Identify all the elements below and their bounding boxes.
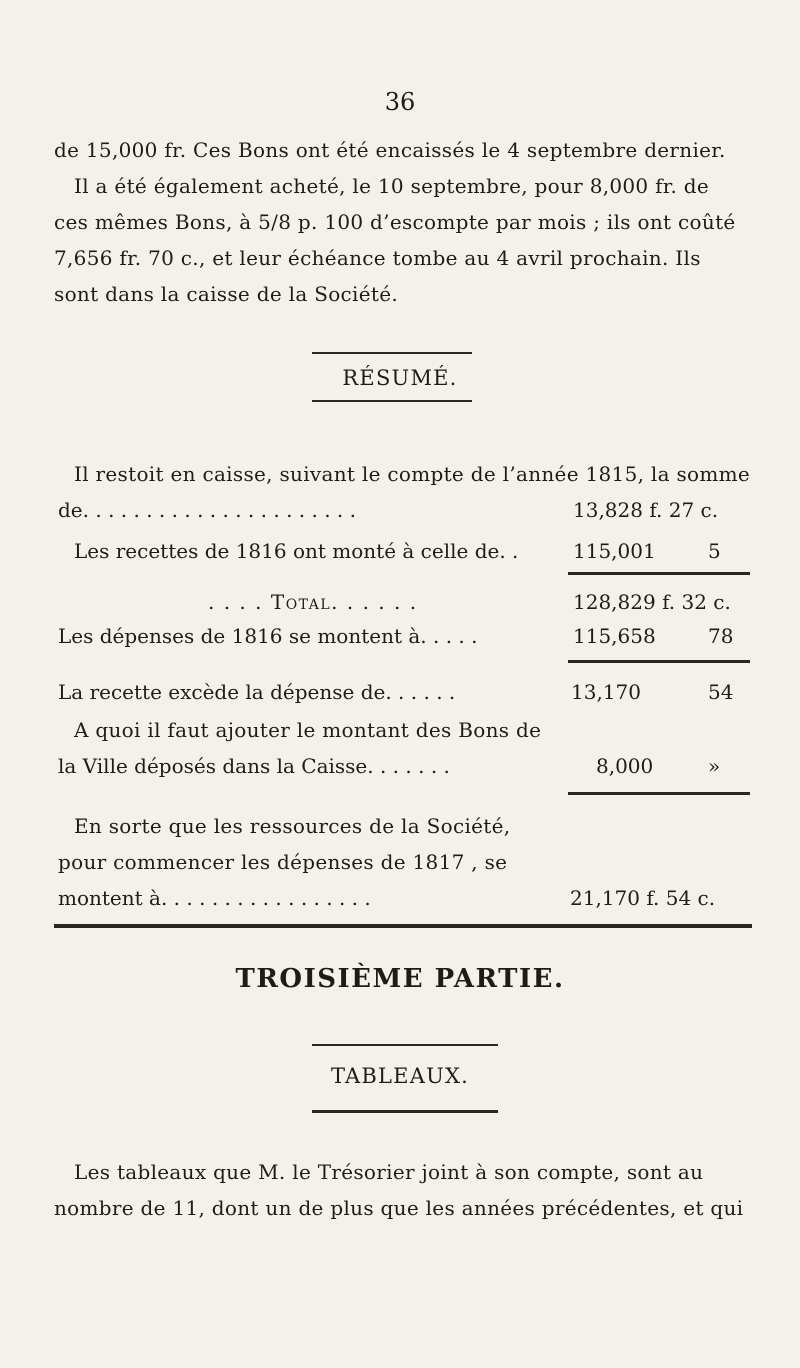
resume-intro-line: Il restoit en caisse, suivant le compte de l’année 1815, la somme [74, 462, 751, 486]
resume-heading: RÉSUMÉ. [342, 366, 458, 390]
recettes-cents: 5 [708, 539, 721, 563]
closing-line-2: nombre de 11, dont un de plus que les années précédentes, et qui [54, 1196, 744, 1220]
ajouter-amount: 8,000 [596, 754, 654, 778]
excede-amount: 13,170 [571, 680, 641, 704]
depenses-cents: 78 [708, 624, 734, 648]
intro-line-5: sont dans la caisse de la Société. [54, 282, 399, 306]
sorte-line-1: En sorte que les ressources de la Société, [74, 814, 511, 838]
sorte-rule [568, 792, 750, 795]
depenses-label: Les dépenses de 1816 se montent à. . . . . [58, 624, 478, 648]
ajouter-line-1: A quoi il faut ajouter le montant des Bons de [74, 718, 542, 742]
resume-row-ajouter [58, 754, 750, 782]
recettes-label: Les recettes de 1816 ont monté à celle de. . [74, 539, 519, 563]
ajouter-line-2: la Ville déposés dans la Caisse. . . . . . . [58, 754, 450, 778]
excede-rule [568, 660, 750, 663]
resume-row-total [58, 590, 750, 618]
recettes-amount: 115,001 [573, 539, 656, 563]
resume-row-carryover [58, 498, 750, 526]
resume-row-recettes [58, 539, 750, 567]
resume-row-sorte [58, 886, 750, 914]
carryover-label: de. . . . . . . . . . . . . . . . . . . . . . [58, 498, 357, 522]
resume-row-excede [58, 680, 750, 708]
excede-cents: 54 [708, 680, 734, 704]
page-number: 36 [384, 88, 416, 116]
ajouter-cents: » [708, 754, 721, 778]
intro-line-2: Il a été également acheté, le 10 septembre, pour 8,000 fr. de [74, 174, 710, 198]
intro-line-1: de 15,000 fr. Ces Bons ont été encaissés le 4 septembre dernier. [54, 138, 726, 162]
resume-rule-bottom [312, 400, 472, 402]
closing-line-1: Les tableaux que M. le Trésorier joint à son compte, sont au [74, 1160, 704, 1184]
depenses-amount: 115,658 [573, 624, 656, 648]
sorte-line-2: pour commencer les dépenses de 1817 , se [58, 850, 508, 874]
section-rule [54, 924, 752, 928]
resume-row-depenses [58, 624, 750, 652]
sorte-amount: 21,170 f. 54 c. [570, 886, 716, 910]
tableaux-rule-bottom [312, 1110, 498, 1113]
total-amount: 128,829 f. 32 c. [573, 590, 731, 614]
excede-label: La recette excède la dépense de. . . . . . [58, 680, 456, 704]
sorte-line-3: montent à. . . . . . . . . . . . . . . . . [58, 886, 371, 910]
total-rule [568, 572, 750, 575]
tableaux-heading: TABLEAUX. [330, 1064, 470, 1088]
tableaux-rule-top [312, 1044, 498, 1046]
intro-line-3: ces mêmes Bons, à 5/8 p. 100 d’escompte par mois ; ils ont coûté [54, 210, 736, 234]
intro-line-4: 7,656 fr. 70 c., et leur échéance tombe au 4 avril prochain. Ils [54, 246, 701, 270]
resume-rule-top [312, 352, 472, 354]
total-label: . . . . Total. . . . . . [208, 590, 418, 614]
carryover-amount: 13,828 f. 27 c. [573, 498, 719, 522]
part-heading: TROISIÈME PARTIE. [235, 964, 565, 994]
